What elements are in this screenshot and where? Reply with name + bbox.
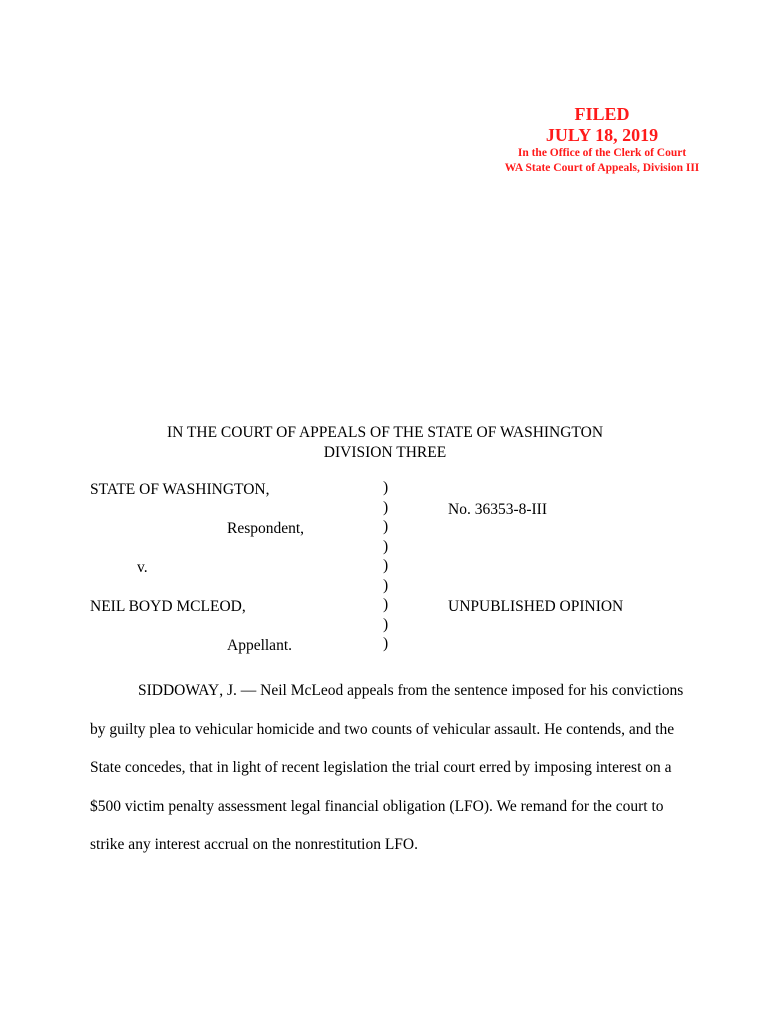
stamp-date: JULY 18, 2019 [545,125,659,145]
caption-defendant-role: Appellant. [227,637,292,654]
caption-divider: ) ) ) ) ) ) ) ) ) [383,479,389,652]
opinion-paragraph [90,672,690,865]
caption-defendant: NEIL BOYD MCLEOD, [90,598,246,615]
opinion-body [90,672,690,865]
court-name: IN THE COURT OF APPEALS OF THE STATE OF WASHINGTON [166,424,604,441]
author-name: IDDOWAY [146,682,220,699]
opinion-text: Neil McLeod appeals from the sentence imposed for his convictions by guilty plea to vehicular homicide and two counts of vehicular assault. He contends, and the State concedes, that in light of recent legislation the trial court erred by imposing interest on a $500 victim penalty assessment legal financial obligation (LFO). We remand for the court to strike any interest accrual on the nonrestitution LFO. [90,682,684,853]
court-division: DIVISION THREE [323,444,447,461]
case-number: No. 36353-8-III [448,501,548,518]
filed-stamp [470,104,734,176]
author-suffix: , J. — [219,682,261,699]
stamp-court: WA State Court of Appeals, Division III [504,162,700,174]
caption-plaintiff: STATE OF WASHINGTON, [90,481,270,498]
caption-plaintiff-role: Respondent, [227,520,305,537]
opinion-type: UNPUBLISHED OPINION [448,598,624,615]
caption-versus: v. [137,559,148,576]
court-header [0,423,770,463]
stamp-office: In the Office of the Clerk of Court [517,147,687,159]
stamp-filed: FILED [574,104,630,124]
author-initial: S [138,682,147,699]
